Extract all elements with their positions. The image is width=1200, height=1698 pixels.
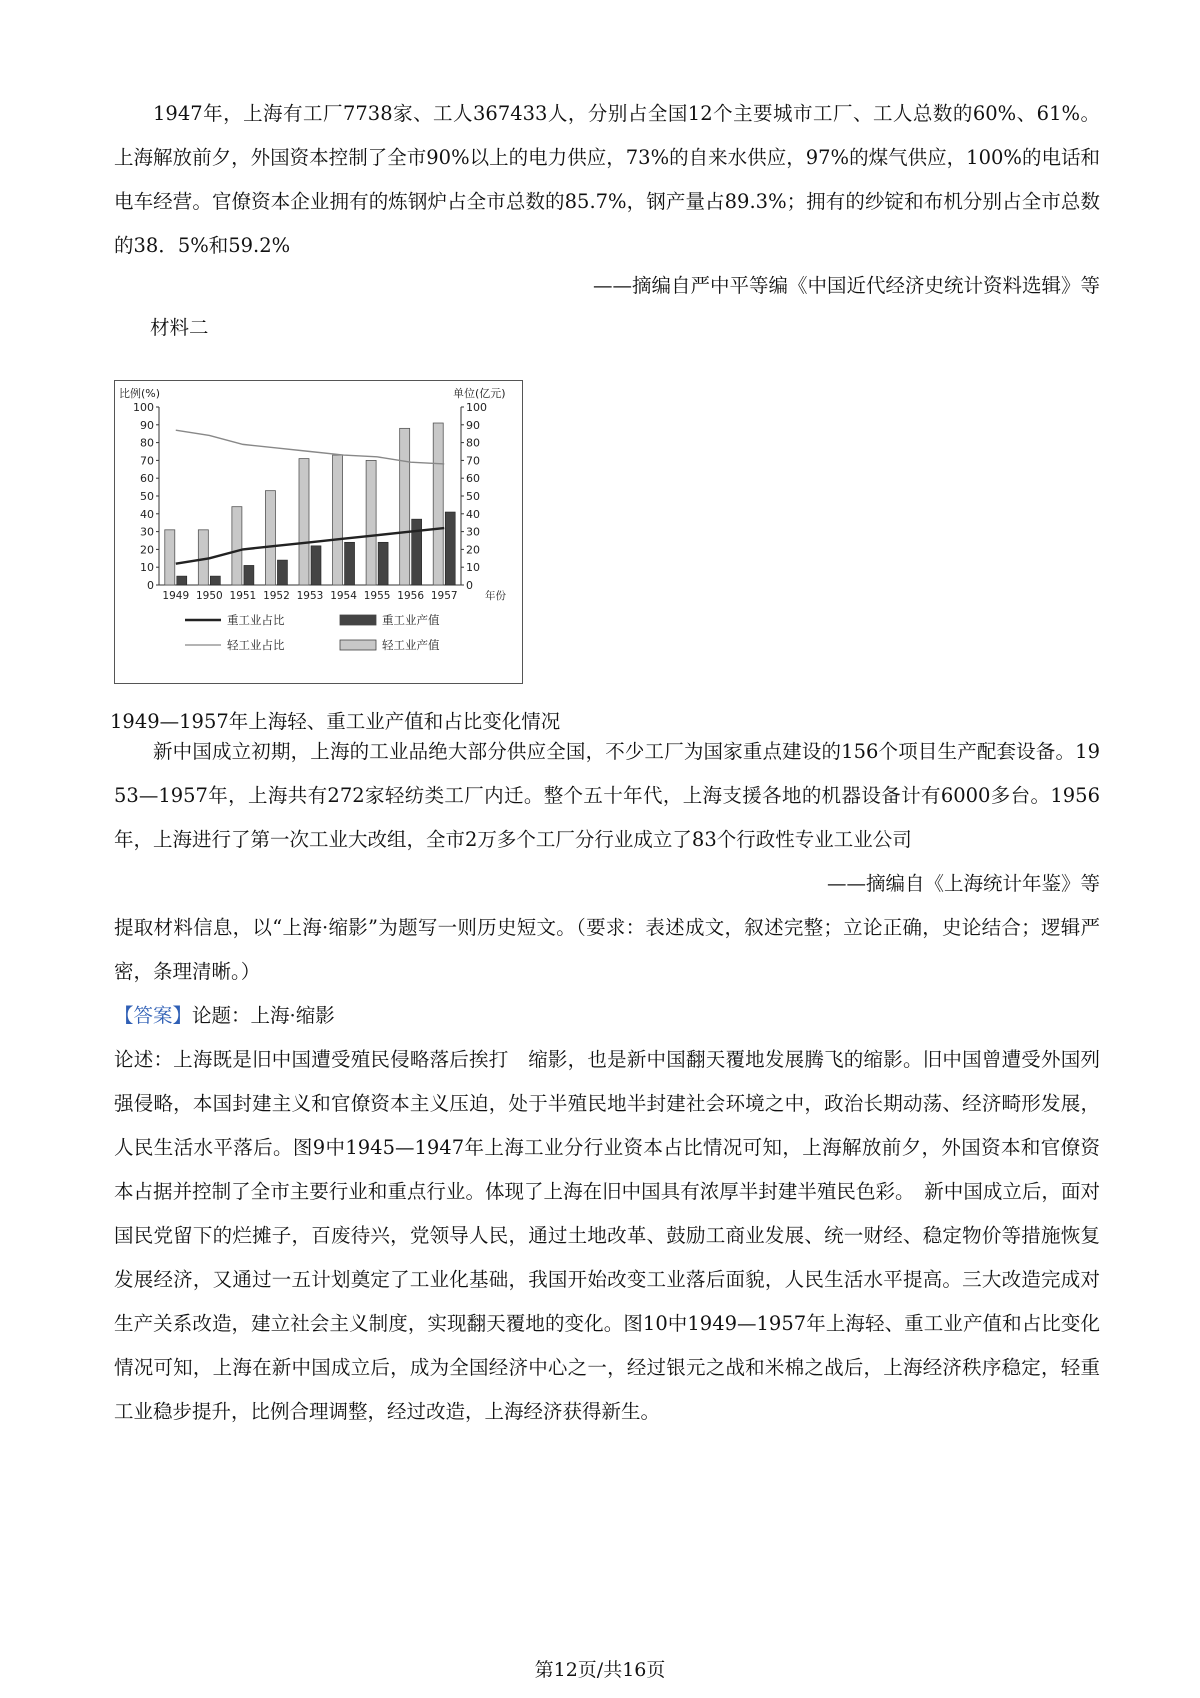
left-tick-label: 10: [140, 561, 154, 575]
left-tick-label: 40: [140, 507, 154, 521]
right-tick-label: 90: [466, 418, 480, 432]
left-tick-label: 60: [140, 472, 154, 486]
left-tick-label: 0: [147, 579, 154, 592]
legend-bar-swatch: [340, 615, 376, 625]
light-industry-bar: [433, 423, 443, 585]
heavy-industry-bar: [412, 519, 422, 585]
right-tick-label: 10: [466, 561, 480, 575]
material1-paragraph: 1947年，上海有工厂7738家、工人367433人，分别占全国12个主要城市工厂、工人总数的60%、61%。上海解放前夕，外国资本控制了全市90%以上的电力供应，73%的自来水供应，97%的煤气供应，100%的电话和电车经营。官僚资本企业拥有的炼钢炉占全市总数的85.7%，钢产量占89.3%；拥有的纱锭和布机分别占全市总数的38．5%和59.2%: [114, 102, 1100, 257]
heavy-industry-bar: [345, 542, 355, 585]
legend-bar-swatch: [340, 640, 376, 650]
right-axis-title: 单位(亿元): [453, 387, 506, 400]
x-tick-label: 1953: [296, 590, 324, 602]
answer-tag: 【答案】: [114, 1004, 193, 1027]
left-tick-label: 70: [140, 454, 154, 468]
light-industry-bar: [299, 459, 309, 585]
heavy-industry-bar: [277, 560, 287, 585]
x-tick-label: 1957: [430, 590, 458, 602]
left-tick-label: 50: [140, 490, 154, 503]
legend-label: 轻工业产值: [382, 638, 440, 652]
industry-chart: [114, 380, 523, 684]
answer-topic: 论题：上海·缩影: [192, 1004, 335, 1027]
light-industry-bar: [265, 491, 275, 585]
page-footer: 第12页/共16页: [534, 1659, 666, 1681]
light-industry-bar: [232, 507, 242, 585]
right-tick-label: 0: [466, 579, 473, 592]
left-tick-label: 100: [133, 401, 154, 414]
legend-label: 重工业产值: [382, 613, 440, 627]
x-tick-label: 1954: [330, 590, 357, 602]
x-tick-label: 1952: [263, 590, 290, 602]
left-tick-label: 90: [140, 418, 154, 432]
right-tick-label: 20: [466, 543, 480, 557]
material1-source: ——摘编自严中平等编《中国近代经济史统计资料选辑》等: [592, 274, 1100, 297]
right-tick-label: 60: [466, 472, 480, 486]
answer-heading: [114, 994, 335, 1038]
light-industry-bar: [400, 428, 410, 585]
right-tick-label: 70: [466, 454, 480, 468]
material2-label: 材料二: [150, 316, 209, 339]
heavy-industry-bar: [378, 542, 388, 585]
light-industry-bar: [198, 530, 208, 585]
left-tick-label: 30: [140, 525, 154, 539]
material2-source: ——摘编自《上海统计年鉴》等: [826, 872, 1100, 895]
heavy-industry-bar: [244, 565, 254, 585]
heavy-industry-bar: [445, 512, 455, 585]
left-tick-label: 80: [140, 436, 154, 450]
chart-caption: 1949—1957年上海轻、重工业产值和占比变化情况: [110, 710, 561, 733]
light-industry-bar: [165, 530, 175, 585]
right-tick-label: 100: [466, 401, 487, 414]
right-tick-label: 30: [466, 525, 480, 539]
heavy-industry-bar: [177, 576, 187, 585]
right-tick-label: 80: [466, 436, 480, 450]
light-industry-bar: [366, 460, 376, 585]
legend-label: 重工业占比: [227, 613, 285, 627]
industry-chart-svg: [115, 381, 522, 683]
x-axis-unit: 年份: [485, 590, 506, 602]
question-text: 提取材料信息，以“上海·缩影”为题写一则历史短文。（要求：表述成文，叙述完整；立论正确，史论结合；逻辑严密，条理清晰。）: [114, 916, 1100, 983]
left-axis-title: 比例(%): [119, 387, 161, 400]
left-tick-label: 20: [140, 543, 154, 557]
legend-label: 轻工业占比: [227, 638, 285, 652]
x-tick-label: 1955: [363, 590, 391, 602]
material2-paragraph: 新中国成立初期，上海的工业品绝大部分供应全国，不少工厂为国家重点建设的156个项目生产配套设备。1953—1957年，上海共有272家轻纺类工厂内迁。整个五十年代，上海支援各地的机器设备计有6000多台。1956年，上海进行了第一次工业大改组，全市2万多个工厂分行业成立了83个行政性专业工业公司: [114, 740, 1100, 851]
x-tick-label: 1949: [162, 590, 190, 602]
x-tick-label: 1950: [195, 590, 223, 602]
right-tick-label: 40: [466, 507, 480, 521]
x-tick-label: 1956: [397, 590, 425, 602]
light-industry-bar: [333, 455, 343, 585]
x-tick-label: 1951: [229, 590, 257, 602]
answer-body: 论述：上海既是旧中国遭受殖民侵略落后挨打 缩影，也是新中国翻天覆地发展腾飞的缩影。旧中国曾遭受外国列强侵略，本国封建主义和官僚资本主义压迫，处于半殖民地半封建社会环境之中，政治长期动荡、经济畸形发展，人民生活水平落后。图9中1945—1947年上海工业分行业资本占比情况可知，上海解放前夕，外国资本和官僚资本占据并控制了全市主要行业和重点行业。体现了上海在旧中国具有浓厚半封建半殖民色彩。 新中国成立后，面对国民党留下的烂摊子，百废待兴，党领导人民，通过土地改革、鼓励工商业发展、统一财经、稳定物价等措施恢复发展经济，又通过一五计划奠定了工业化基础，我国开始改变工业落后面貌，人民生活水平提高。三大改造完成对生产关系改造，建立社会主义制度，实现翻天覆地的变化。图10中1949—1957年上海轻、重工业产值和占比变化情况可知，上海在新中国成立后，成为全国经济中心之一，经过银元之战和米棉之战后，上海经济秩序稳定，轻重工业稳步提升，比例合理调整，经过改造，上海经济获得新生。: [114, 1048, 1100, 1423]
heavy-industry-bar: [210, 576, 220, 585]
heavy-industry-bar: [311, 546, 321, 585]
right-tick-label: 50: [466, 490, 480, 503]
